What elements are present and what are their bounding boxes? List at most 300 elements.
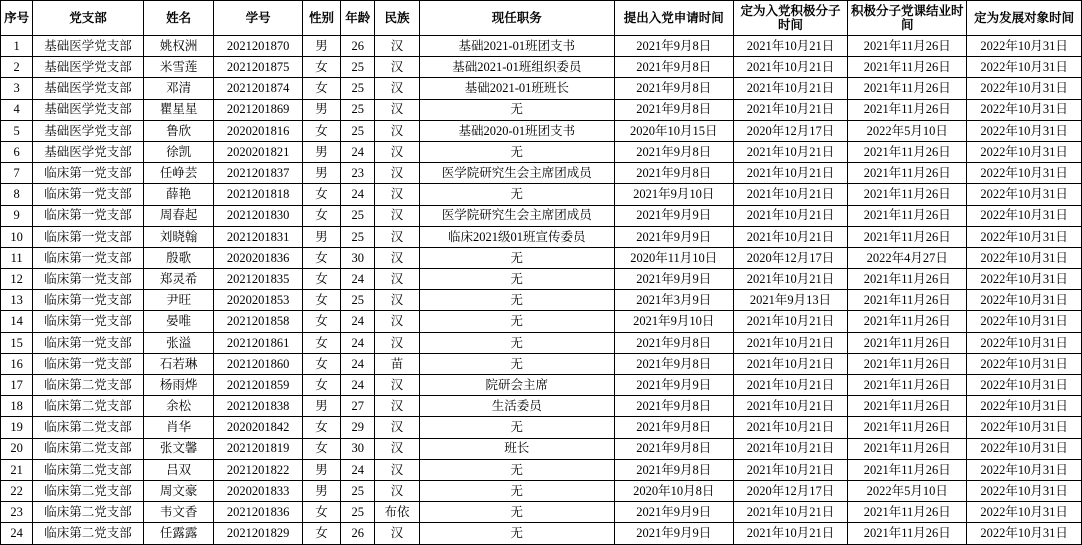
cell-development-target-date: 2022年10月31日 bbox=[967, 290, 1082, 311]
table-row bbox=[1, 226, 1082, 247]
cell-activist-date: 2021年10月21日 bbox=[733, 163, 848, 184]
table-row bbox=[1, 332, 1082, 353]
cell-student-id: 2021201838 bbox=[214, 396, 303, 417]
cell-gender: 女 bbox=[302, 332, 340, 353]
cell-seq: 5 bbox=[1, 120, 33, 141]
table-header-row bbox=[1, 1, 1082, 36]
cell-ethnicity: 汉 bbox=[375, 290, 419, 311]
cell-age: 26 bbox=[341, 36, 375, 57]
cell-course-completion-date: 2021年11月26日 bbox=[848, 269, 967, 290]
cell-name: 张文馨 bbox=[143, 438, 213, 459]
cell-course-completion-date: 2021年11月26日 bbox=[848, 353, 967, 374]
cell-gender: 女 bbox=[302, 311, 340, 332]
cell-course-completion-date: 2021年11月26日 bbox=[848, 99, 967, 120]
column-header-gender: 性别 bbox=[302, 1, 340, 36]
cell-name: 邓清 bbox=[143, 78, 213, 99]
cell-ethnicity: 汉 bbox=[375, 99, 419, 120]
cell-activist-date: 2021年10月21日 bbox=[733, 184, 848, 205]
cell-development-target-date: 2022年10月31日 bbox=[967, 226, 1082, 247]
cell-gender: 女 bbox=[302, 502, 340, 523]
cell-age: 24 bbox=[341, 459, 375, 480]
cell-gender: 男 bbox=[302, 480, 340, 501]
cell-activist-date: 2021年10月21日 bbox=[733, 396, 848, 417]
cell-ethnicity: 汉 bbox=[375, 57, 419, 78]
cell-branch: 临床第一党支部 bbox=[33, 184, 144, 205]
cell-activist-date: 2021年10月21日 bbox=[733, 141, 848, 162]
table-row bbox=[1, 311, 1082, 332]
cell-seq: 14 bbox=[1, 311, 33, 332]
cell-branch: 基础医学党支部 bbox=[33, 141, 144, 162]
table-row bbox=[1, 269, 1082, 290]
cell-development-target-date: 2022年10月31日 bbox=[967, 78, 1082, 99]
cell-current-post: 无 bbox=[419, 141, 614, 162]
cell-branch: 临床第二党支部 bbox=[33, 417, 144, 438]
cell-activist-date: 2021年10月21日 bbox=[733, 57, 848, 78]
cell-activist-date: 2021年10月21日 bbox=[733, 311, 848, 332]
cell-gender: 女 bbox=[302, 375, 340, 396]
cell-name: 晏唯 bbox=[143, 311, 213, 332]
cell-seq: 19 bbox=[1, 417, 33, 438]
cell-activist-date: 2021年10月21日 bbox=[733, 269, 848, 290]
column-header-branch: 党支部 bbox=[33, 1, 144, 36]
cell-seq: 10 bbox=[1, 226, 33, 247]
cell-activist-date: 2021年10月21日 bbox=[733, 205, 848, 226]
cell-application-date: 2021年9月9日 bbox=[614, 269, 733, 290]
cell-seq: 12 bbox=[1, 269, 33, 290]
cell-student-id: 2021201831 bbox=[214, 226, 303, 247]
cell-student-id: 2021201836 bbox=[214, 502, 303, 523]
cell-age: 25 bbox=[341, 78, 375, 99]
column-header-age: 年龄 bbox=[341, 1, 375, 36]
cell-application-date: 2021年9月9日 bbox=[614, 523, 733, 544]
cell-ethnicity: 汉 bbox=[375, 205, 419, 226]
cell-development-target-date: 2022年10月31日 bbox=[967, 269, 1082, 290]
cell-age: 29 bbox=[341, 417, 375, 438]
cell-age: 24 bbox=[341, 332, 375, 353]
cell-activist-date: 2021年10月21日 bbox=[733, 353, 848, 374]
cell-course-completion-date: 2021年11月26日 bbox=[848, 523, 967, 544]
cell-development-target-date: 2022年10月31日 bbox=[967, 332, 1082, 353]
cell-course-completion-date: 2021年11月26日 bbox=[848, 163, 967, 184]
cell-development-target-date: 2022年10月31日 bbox=[967, 141, 1082, 162]
cell-activist-date: 2021年10月21日 bbox=[733, 438, 848, 459]
cell-application-date: 2021年9月8日 bbox=[614, 57, 733, 78]
cell-application-date: 2020年10月15日 bbox=[614, 120, 733, 141]
cell-development-target-date: 2022年10月31日 bbox=[967, 99, 1082, 120]
cell-branch: 基础医学党支部 bbox=[33, 99, 144, 120]
cell-branch: 临床第二党支部 bbox=[33, 396, 144, 417]
cell-ethnicity: 汉 bbox=[375, 269, 419, 290]
cell-age: 26 bbox=[341, 523, 375, 544]
cell-seq: 13 bbox=[1, 290, 33, 311]
cell-ethnicity: 汉 bbox=[375, 417, 419, 438]
table-row bbox=[1, 438, 1082, 459]
cell-name: 尹旺 bbox=[143, 290, 213, 311]
cell-age: 25 bbox=[341, 226, 375, 247]
cell-student-id: 2021201860 bbox=[214, 353, 303, 374]
cell-seq: 21 bbox=[1, 459, 33, 480]
cell-seq: 9 bbox=[1, 205, 33, 226]
cell-seq: 24 bbox=[1, 523, 33, 544]
cell-seq: 17 bbox=[1, 375, 33, 396]
cell-application-date: 2021年9月9日 bbox=[614, 375, 733, 396]
cell-course-completion-date: 2021年11月26日 bbox=[848, 332, 967, 353]
cell-development-target-date: 2022年10月31日 bbox=[967, 36, 1082, 57]
cell-development-target-date: 2022年10月31日 bbox=[967, 247, 1082, 268]
cell-seq: 15 bbox=[1, 332, 33, 353]
cell-age: 24 bbox=[341, 184, 375, 205]
cell-branch: 基础医学党支部 bbox=[33, 120, 144, 141]
cell-current-post: 基础2020-01班团支书 bbox=[419, 120, 614, 141]
cell-student-id: 2020201853 bbox=[214, 290, 303, 311]
cell-activist-date: 2021年10月21日 bbox=[733, 417, 848, 438]
cell-ethnicity: 汉 bbox=[375, 226, 419, 247]
cell-branch: 基础医学党支部 bbox=[33, 78, 144, 99]
cell-branch: 临床第二党支部 bbox=[33, 480, 144, 501]
cell-development-target-date: 2022年10月31日 bbox=[967, 459, 1082, 480]
cell-current-post: 无 bbox=[419, 353, 614, 374]
cell-seq: 18 bbox=[1, 396, 33, 417]
cell-age: 25 bbox=[341, 205, 375, 226]
cell-activist-date: 2021年10月21日 bbox=[733, 78, 848, 99]
cell-branch: 临床第一党支部 bbox=[33, 290, 144, 311]
cell-gender: 男 bbox=[302, 396, 340, 417]
cell-application-date: 2021年9月8日 bbox=[614, 332, 733, 353]
cell-gender: 男 bbox=[302, 226, 340, 247]
cell-application-date: 2021年9月8日 bbox=[614, 396, 733, 417]
table-row bbox=[1, 99, 1082, 120]
cell-seq: 1 bbox=[1, 36, 33, 57]
cell-current-post: 无 bbox=[419, 417, 614, 438]
cell-development-target-date: 2022年10月31日 bbox=[967, 163, 1082, 184]
cell-branch: 临床第二党支部 bbox=[33, 459, 144, 480]
column-header-course-completion-date: 积极分子党课结业时间 bbox=[848, 1, 967, 36]
cell-application-date: 2020年10月8日 bbox=[614, 480, 733, 501]
cell-ethnicity: 汉 bbox=[375, 78, 419, 99]
cell-development-target-date: 2022年10月31日 bbox=[967, 396, 1082, 417]
cell-age: 30 bbox=[341, 438, 375, 459]
cell-branch: 临床第二党支部 bbox=[33, 438, 144, 459]
cell-current-post: 无 bbox=[419, 523, 614, 544]
column-header-ethnicity: 民族 bbox=[375, 1, 419, 36]
cell-gender: 女 bbox=[302, 353, 340, 374]
cell-gender: 男 bbox=[302, 99, 340, 120]
cell-gender: 男 bbox=[302, 163, 340, 184]
cell-development-target-date: 2022年10月31日 bbox=[967, 184, 1082, 205]
cell-course-completion-date: 2021年11月26日 bbox=[848, 375, 967, 396]
cell-current-post: 临床2021级01班宣传委员 bbox=[419, 226, 614, 247]
cell-ethnicity: 苗 bbox=[375, 353, 419, 374]
cell-seq: 11 bbox=[1, 247, 33, 268]
cell-branch: 临床第一党支部 bbox=[33, 311, 144, 332]
cell-student-id: 2021201859 bbox=[214, 375, 303, 396]
cell-activist-date: 2021年10月21日 bbox=[733, 99, 848, 120]
cell-name: 肖华 bbox=[143, 417, 213, 438]
cell-development-target-date: 2022年10月31日 bbox=[967, 480, 1082, 501]
cell-course-completion-date: 2022年4月27日 bbox=[848, 247, 967, 268]
cell-current-post: 医学院研究生会主席团成员 bbox=[419, 205, 614, 226]
column-header-current-post: 现任职务 bbox=[419, 1, 614, 36]
cell-course-completion-date: 2021年11月26日 bbox=[848, 417, 967, 438]
cell-course-completion-date: 2022年5月10日 bbox=[848, 480, 967, 501]
cell-current-post: 无 bbox=[419, 459, 614, 480]
cell-application-date: 2021年9月8日 bbox=[614, 99, 733, 120]
cell-name: 薛艳 bbox=[143, 184, 213, 205]
cell-current-post: 无 bbox=[419, 311, 614, 332]
cell-ethnicity: 汉 bbox=[375, 523, 419, 544]
cell-development-target-date: 2022年10月31日 bbox=[967, 523, 1082, 544]
cell-branch: 临床第二党支部 bbox=[33, 502, 144, 523]
cell-ethnicity: 汉 bbox=[375, 247, 419, 268]
cell-current-post: 无 bbox=[419, 480, 614, 501]
cell-activist-date: 2020年12月17日 bbox=[733, 480, 848, 501]
cell-student-id: 2020201842 bbox=[214, 417, 303, 438]
cell-seq: 8 bbox=[1, 184, 33, 205]
table-header bbox=[1, 1, 1082, 36]
cell-course-completion-date: 2021年11月26日 bbox=[848, 205, 967, 226]
column-header-student-id: 学号 bbox=[214, 1, 303, 36]
table-row bbox=[1, 184, 1082, 205]
cell-age: 25 bbox=[341, 480, 375, 501]
cell-age: 25 bbox=[341, 99, 375, 120]
cell-student-id: 2021201818 bbox=[214, 184, 303, 205]
table-row bbox=[1, 205, 1082, 226]
column-header-activist-date: 定为入党积极分子时间 bbox=[733, 1, 848, 36]
cell-gender: 男 bbox=[302, 459, 340, 480]
cell-development-target-date: 2022年10月31日 bbox=[967, 417, 1082, 438]
cell-branch: 临床第一党支部 bbox=[33, 353, 144, 374]
cell-gender: 女 bbox=[302, 78, 340, 99]
cell-gender: 男 bbox=[302, 36, 340, 57]
table-body bbox=[1, 36, 1082, 545]
cell-gender: 女 bbox=[302, 184, 340, 205]
cell-name: 徐凯 bbox=[143, 141, 213, 162]
cell-ethnicity: 汉 bbox=[375, 311, 419, 332]
cell-course-completion-date: 2021年11月26日 bbox=[848, 141, 967, 162]
table-row bbox=[1, 141, 1082, 162]
cell-ethnicity: 汉 bbox=[375, 375, 419, 396]
cell-age: 27 bbox=[341, 396, 375, 417]
cell-current-post: 无 bbox=[419, 247, 614, 268]
cell-application-date: 2021年9月9日 bbox=[614, 502, 733, 523]
cell-development-target-date: 2022年10月31日 bbox=[967, 502, 1082, 523]
cell-ethnicity: 汉 bbox=[375, 141, 419, 162]
cell-student-id: 2021201861 bbox=[214, 332, 303, 353]
cell-age: 25 bbox=[341, 120, 375, 141]
cell-current-post: 基础2021-01班组织委员 bbox=[419, 57, 614, 78]
cell-name: 石若琳 bbox=[143, 353, 213, 374]
cell-branch: 临床第一党支部 bbox=[33, 226, 144, 247]
cell-development-target-date: 2022年10月31日 bbox=[967, 438, 1082, 459]
cell-application-date: 2021年3月9日 bbox=[614, 290, 733, 311]
table-row bbox=[1, 396, 1082, 417]
cell-name: 瞿星星 bbox=[143, 99, 213, 120]
cell-branch: 临床第一党支部 bbox=[33, 332, 144, 353]
cell-application-date: 2021年9月8日 bbox=[614, 459, 733, 480]
cell-branch: 临床第一党支部 bbox=[33, 163, 144, 184]
cell-activist-date: 2021年10月21日 bbox=[733, 523, 848, 544]
cell-gender: 女 bbox=[302, 269, 340, 290]
cell-student-id: 2021201858 bbox=[214, 311, 303, 332]
cell-student-id: 2021201870 bbox=[214, 36, 303, 57]
cell-course-completion-date: 2021年11月26日 bbox=[848, 502, 967, 523]
column-header-name: 姓名 bbox=[143, 1, 213, 36]
table-row bbox=[1, 417, 1082, 438]
cell-branch: 临床第一党支部 bbox=[33, 205, 144, 226]
cell-development-target-date: 2022年10月31日 bbox=[967, 57, 1082, 78]
cell-ethnicity: 汉 bbox=[375, 480, 419, 501]
cell-gender: 女 bbox=[302, 205, 340, 226]
cell-activist-date: 2021年10月21日 bbox=[733, 36, 848, 57]
column-header-development-target-date: 定为发展对象时间 bbox=[967, 1, 1082, 36]
cell-application-date: 2021年9月10日 bbox=[614, 184, 733, 205]
cell-age: 30 bbox=[341, 247, 375, 268]
cell-branch: 临床第一党支部 bbox=[33, 269, 144, 290]
cell-student-id: 2021201835 bbox=[214, 269, 303, 290]
cell-name: 殷歌 bbox=[143, 247, 213, 268]
cell-course-completion-date: 2021年11月26日 bbox=[848, 396, 967, 417]
cell-gender: 女 bbox=[302, 120, 340, 141]
cell-name: 杨雨烨 bbox=[143, 375, 213, 396]
table-row bbox=[1, 78, 1082, 99]
cell-name: 张溢 bbox=[143, 332, 213, 353]
cell-current-post: 无 bbox=[419, 332, 614, 353]
cell-application-date: 2021年9月9日 bbox=[614, 205, 733, 226]
cell-name: 任峥芸 bbox=[143, 163, 213, 184]
cell-activist-date: 2021年10月21日 bbox=[733, 226, 848, 247]
cell-current-post: 无 bbox=[419, 184, 614, 205]
cell-age: 24 bbox=[341, 141, 375, 162]
cell-current-post: 生活委员 bbox=[419, 396, 614, 417]
cell-course-completion-date: 2021年11月26日 bbox=[848, 459, 967, 480]
cell-gender: 女 bbox=[302, 417, 340, 438]
cell-application-date: 2021年9月8日 bbox=[614, 36, 733, 57]
table-row bbox=[1, 523, 1082, 544]
cell-course-completion-date: 2021年11月26日 bbox=[848, 226, 967, 247]
cell-name: 鲁欣 bbox=[143, 120, 213, 141]
cell-student-id: 2020201821 bbox=[214, 141, 303, 162]
cell-name: 米雪莲 bbox=[143, 57, 213, 78]
cell-current-post: 无 bbox=[419, 99, 614, 120]
cell-activist-date: 2021年10月21日 bbox=[733, 332, 848, 353]
cell-student-id: 2021201829 bbox=[214, 523, 303, 544]
cell-ethnicity: 汉 bbox=[375, 396, 419, 417]
cell-name: 余松 bbox=[143, 396, 213, 417]
cell-branch: 临床第二党支部 bbox=[33, 523, 144, 544]
cell-age: 24 bbox=[341, 311, 375, 332]
cell-student-id: 2020201836 bbox=[214, 247, 303, 268]
cell-application-date: 2021年9月10日 bbox=[614, 311, 733, 332]
cell-application-date: 2020年11月10日 bbox=[614, 247, 733, 268]
cell-name: 周文豪 bbox=[143, 480, 213, 501]
cell-age: 24 bbox=[341, 375, 375, 396]
cell-development-target-date: 2022年10月31日 bbox=[967, 205, 1082, 226]
table-row bbox=[1, 353, 1082, 374]
table-row bbox=[1, 459, 1082, 480]
column-header-seq: 序号 bbox=[1, 1, 33, 36]
cell-student-id: 2021201822 bbox=[214, 459, 303, 480]
cell-seq: 2 bbox=[1, 57, 33, 78]
cell-age: 24 bbox=[341, 269, 375, 290]
cell-gender: 男 bbox=[302, 141, 340, 162]
cell-age: 25 bbox=[341, 502, 375, 523]
cell-seq: 7 bbox=[1, 163, 33, 184]
cell-gender: 女 bbox=[302, 57, 340, 78]
cell-student-id: 2020201816 bbox=[214, 120, 303, 141]
table-row bbox=[1, 290, 1082, 311]
cell-age: 25 bbox=[341, 57, 375, 78]
cell-application-date: 2021年9月9日 bbox=[614, 226, 733, 247]
cell-gender: 女 bbox=[302, 247, 340, 268]
cell-course-completion-date: 2021年11月26日 bbox=[848, 184, 967, 205]
cell-current-post: 基础2021-01班团支书 bbox=[419, 36, 614, 57]
cell-development-target-date: 2022年10月31日 bbox=[967, 311, 1082, 332]
table-row bbox=[1, 480, 1082, 501]
table-row bbox=[1, 163, 1082, 184]
cell-seq: 16 bbox=[1, 353, 33, 374]
cell-student-id: 2021201875 bbox=[214, 57, 303, 78]
cell-course-completion-date: 2021年11月26日 bbox=[848, 36, 967, 57]
cell-activist-date: 2021年10月21日 bbox=[733, 502, 848, 523]
cell-student-id: 2021201874 bbox=[214, 78, 303, 99]
cell-course-completion-date: 2021年11月26日 bbox=[848, 438, 967, 459]
cell-development-target-date: 2022年10月31日 bbox=[967, 120, 1082, 141]
cell-course-completion-date: 2022年5月10日 bbox=[848, 120, 967, 141]
cell-ethnicity: 汉 bbox=[375, 163, 419, 184]
cell-student-id: 2020201833 bbox=[214, 480, 303, 501]
cell-branch: 基础医学党支部 bbox=[33, 36, 144, 57]
cell-course-completion-date: 2021年11月26日 bbox=[848, 311, 967, 332]
table-row bbox=[1, 375, 1082, 396]
cell-course-completion-date: 2021年11月26日 bbox=[848, 57, 967, 78]
cell-application-date: 2021年9月8日 bbox=[614, 78, 733, 99]
cell-activist-date: 2021年10月21日 bbox=[733, 459, 848, 480]
cell-application-date: 2021年9月8日 bbox=[614, 141, 733, 162]
cell-age: 25 bbox=[341, 290, 375, 311]
cell-seq: 3 bbox=[1, 78, 33, 99]
cell-current-post: 无 bbox=[419, 502, 614, 523]
cell-age: 24 bbox=[341, 353, 375, 374]
cell-seq: 6 bbox=[1, 141, 33, 162]
cell-student-id: 2021201830 bbox=[214, 205, 303, 226]
table-row bbox=[1, 120, 1082, 141]
cell-name: 姚权洲 bbox=[143, 36, 213, 57]
cell-ethnicity: 汉 bbox=[375, 184, 419, 205]
cell-seq: 4 bbox=[1, 99, 33, 120]
cell-application-date: 2021年9月8日 bbox=[614, 438, 733, 459]
cell-activist-date: 2021年10月21日 bbox=[733, 375, 848, 396]
cell-course-completion-date: 2021年11月26日 bbox=[848, 290, 967, 311]
cell-name: 郑灵希 bbox=[143, 269, 213, 290]
cell-seq: 20 bbox=[1, 438, 33, 459]
cell-student-id: 2021201819 bbox=[214, 438, 303, 459]
cell-development-target-date: 2022年10月31日 bbox=[967, 375, 1082, 396]
cell-name: 刘晓翰 bbox=[143, 226, 213, 247]
cell-branch: 临床第一党支部 bbox=[33, 247, 144, 268]
cell-name: 周春起 bbox=[143, 205, 213, 226]
cell-gender: 女 bbox=[302, 523, 340, 544]
cell-ethnicity: 汉 bbox=[375, 332, 419, 353]
cell-name: 任露露 bbox=[143, 523, 213, 544]
cell-activist-date: 2020年12月17日 bbox=[733, 247, 848, 268]
cell-name: 韦文香 bbox=[143, 502, 213, 523]
table-row bbox=[1, 247, 1082, 268]
cell-current-post: 无 bbox=[419, 290, 614, 311]
cell-branch: 临床第二党支部 bbox=[33, 375, 144, 396]
cell-age: 23 bbox=[341, 163, 375, 184]
cell-seq: 22 bbox=[1, 480, 33, 501]
column-header-application-date: 提出入党申请时间 bbox=[614, 1, 733, 36]
